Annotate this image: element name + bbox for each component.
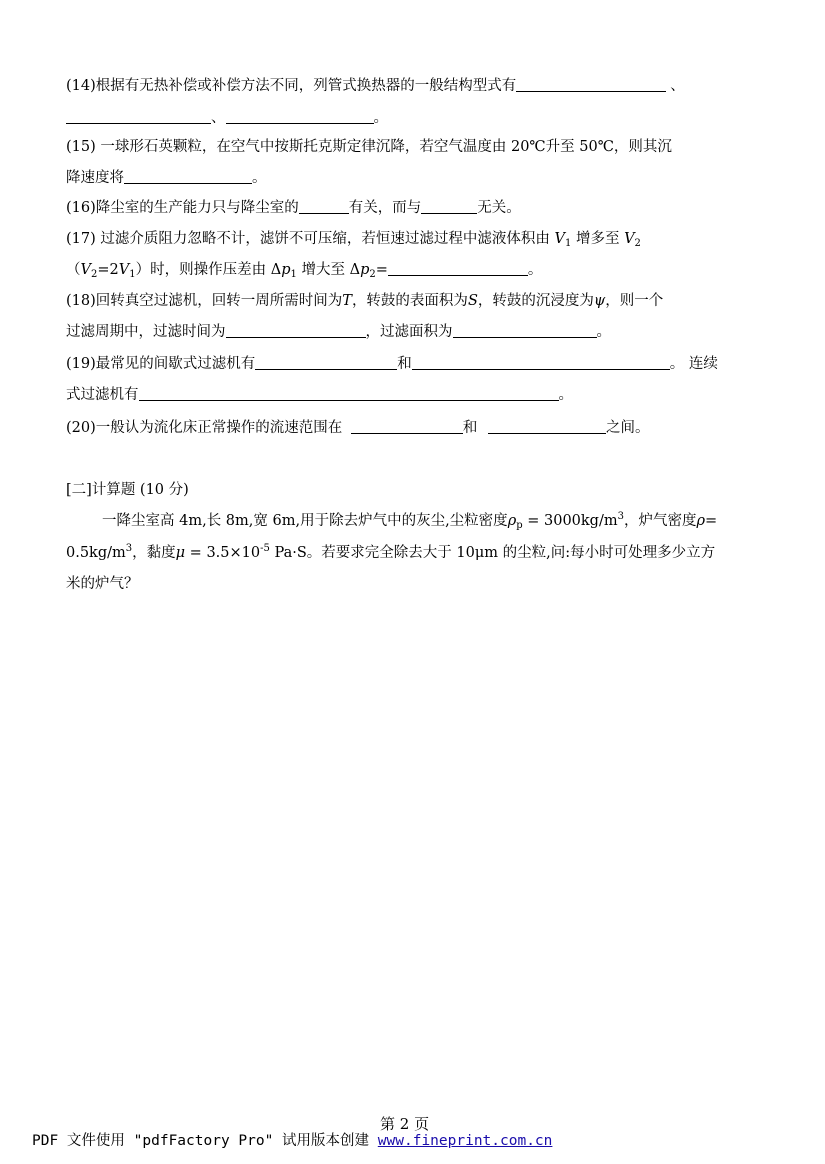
- question-17-text: 增多至: [575, 231, 620, 247]
- answer-blank[interactable]: [516, 76, 666, 92]
- symbol-psi: ψ: [593, 293, 606, 309]
- question-18-text: ，则一个: [605, 293, 664, 309]
- answer-blank[interactable]: [226, 322, 366, 338]
- period: 。: [527, 262, 543, 278]
- subscript: 1: [564, 238, 572, 249]
- question-19-text: 式过滤机有: [66, 387, 139, 403]
- answer-blank[interactable]: [421, 198, 477, 214]
- question-16-text: 无关。: [477, 200, 521, 216]
- symbol-rho: ρ: [696, 513, 706, 529]
- answer-blank[interactable]: [351, 418, 463, 434]
- superscript: 3: [125, 543, 133, 554]
- question-20-text: (20)一般认为流化床正常操作的流速范围在: [66, 420, 343, 436]
- symbol-v: V: [624, 231, 635, 247]
- question-17-line1: [66, 229, 641, 249]
- question-14-line2: [66, 108, 388, 128]
- and-text: 和: [397, 356, 412, 372]
- calc-text: ，炉气密度: [623, 513, 697, 529]
- symbol-s: S: [467, 293, 478, 309]
- calc-text: 0.5kg/m: [66, 545, 126, 561]
- question-17-line2: [66, 260, 542, 280]
- question-20: [66, 418, 649, 438]
- calc-heading: [二]计算题 (10 分): [66, 482, 189, 498]
- question-16: [66, 198, 521, 218]
- subscript: 2: [90, 269, 98, 280]
- question-18-text: (18)回转真空过滤机，回转一周所需时间为: [66, 293, 343, 309]
- question-18-line2: [66, 322, 611, 342]
- symbol-rho: ρ: [507, 513, 517, 529]
- question-16-text: (16)降尘室的生产能力只与降尘室的: [66, 200, 299, 216]
- symbol-v: V: [80, 262, 91, 278]
- separator: 、: [670, 78, 685, 94]
- answer-blank[interactable]: [299, 198, 349, 214]
- answer-blank[interactable]: [412, 354, 670, 370]
- question-17-text: 增大至 Δ: [301, 262, 361, 278]
- question-19-text: (19)最常见的间歇式过滤机有: [66, 356, 256, 372]
- equals: =: [375, 262, 388, 278]
- question-17-text: ）时，则操作压差由 Δ: [135, 262, 282, 278]
- pdf-watermark: [32, 1129, 552, 1150]
- answer-blank[interactable]: [226, 108, 374, 124]
- subscript: 1: [290, 269, 297, 280]
- calc-paragraph-line2: [66, 543, 715, 563]
- subscript: 1: [129, 269, 136, 280]
- answer-blank[interactable]: [255, 354, 397, 370]
- question-18-text: 过滤周期中，过滤时间为: [66, 324, 226, 340]
- calc-text: = 3000kg/m: [522, 513, 618, 529]
- separator: 、: [211, 110, 226, 126]
- symbol-p: p: [281, 262, 291, 278]
- pdf-watermark-text: PDF 文件使用 "pdfFactory Pro" 试用版本创建: [32, 1133, 378, 1149]
- subscript: p: [516, 520, 523, 531]
- period: 。: [596, 324, 611, 340]
- question-20-text: 之间。: [605, 420, 650, 436]
- section-heading: [66, 480, 189, 500]
- paren: （: [66, 262, 81, 278]
- symbol-t: T: [342, 293, 352, 309]
- period: 。: [373, 110, 388, 126]
- question-18-text: ，转鼓的沉浸度为: [477, 293, 594, 309]
- question-16-text: 有关，而与: [348, 200, 422, 216]
- period: 。: [252, 170, 267, 186]
- calc-text: Pa·S。若要求完全除去大于 10μm 的尘粒,问:每小时可处理多少立方: [269, 545, 716, 561]
- subscript: 2: [369, 269, 376, 280]
- answer-blank[interactable]: [388, 260, 528, 276]
- question-19-text: 。 连续: [669, 356, 718, 372]
- symbol-v: V: [118, 262, 130, 278]
- subscript: 2: [634, 238, 641, 249]
- period: 。: [558, 387, 573, 403]
- question-15-line1: [66, 137, 672, 157]
- answer-blank[interactable]: [488, 418, 606, 434]
- fineprint-link[interactable]: www.fineprint.com.cn: [377, 1133, 553, 1149]
- question-18-text: ，过滤面积为: [365, 324, 453, 340]
- question-14-line1: [66, 76, 685, 96]
- answer-blank[interactable]: [453, 322, 597, 338]
- calc-text: 一降尘室高 4m,长 8m,宽 6m,用于除去炉气中的灰尘,尘粒密度: [102, 513, 508, 529]
- symbol-v: V: [554, 231, 565, 247]
- question-14-text: (14)根据有无热补偿或补偿方法不同，列管式换热器的一般结构型式有: [66, 78, 517, 94]
- answer-blank[interactable]: [66, 108, 211, 124]
- question-19-line2: [66, 385, 573, 405]
- calc-text: = 3.5×10: [185, 545, 261, 561]
- symbol-mu: μ: [175, 545, 186, 561]
- and-text: 和: [462, 420, 478, 436]
- equals: =2: [97, 262, 119, 278]
- equals: =: [705, 513, 718, 529]
- symbol-p: p: [360, 262, 370, 278]
- question-18-text: ，转鼓的表面积为: [351, 293, 468, 309]
- question-18-line1: [66, 291, 663, 311]
- calc-text: ，黏度: [132, 545, 176, 561]
- page-number: 第 2 页: [380, 1115, 430, 1133]
- calc-paragraph-line3: [66, 574, 139, 594]
- question-19-line1: [66, 354, 718, 374]
- answer-blank[interactable]: [124, 168, 252, 184]
- calc-paragraph-line1: [102, 511, 717, 531]
- superscript: 3: [617, 511, 624, 522]
- question-15-line2: [66, 168, 267, 188]
- question-15-text-cont: 降速度将: [66, 170, 124, 186]
- answer-blank[interactable]: [139, 385, 559, 401]
- question-17-text: (17) 过滤介质阻力忽略不计，滤饼不可压缩，若恒速过滤过程中滤液体积由: [66, 231, 550, 247]
- question-15-text: (15) 一球形石英颗粒，在空气中按斯托克斯定律沉降，若空气温度由 20℃升至 50℃，则其沉: [66, 139, 672, 155]
- superscript: -5: [260, 543, 270, 554]
- calc-text: 米的炉气？: [66, 576, 139, 592]
